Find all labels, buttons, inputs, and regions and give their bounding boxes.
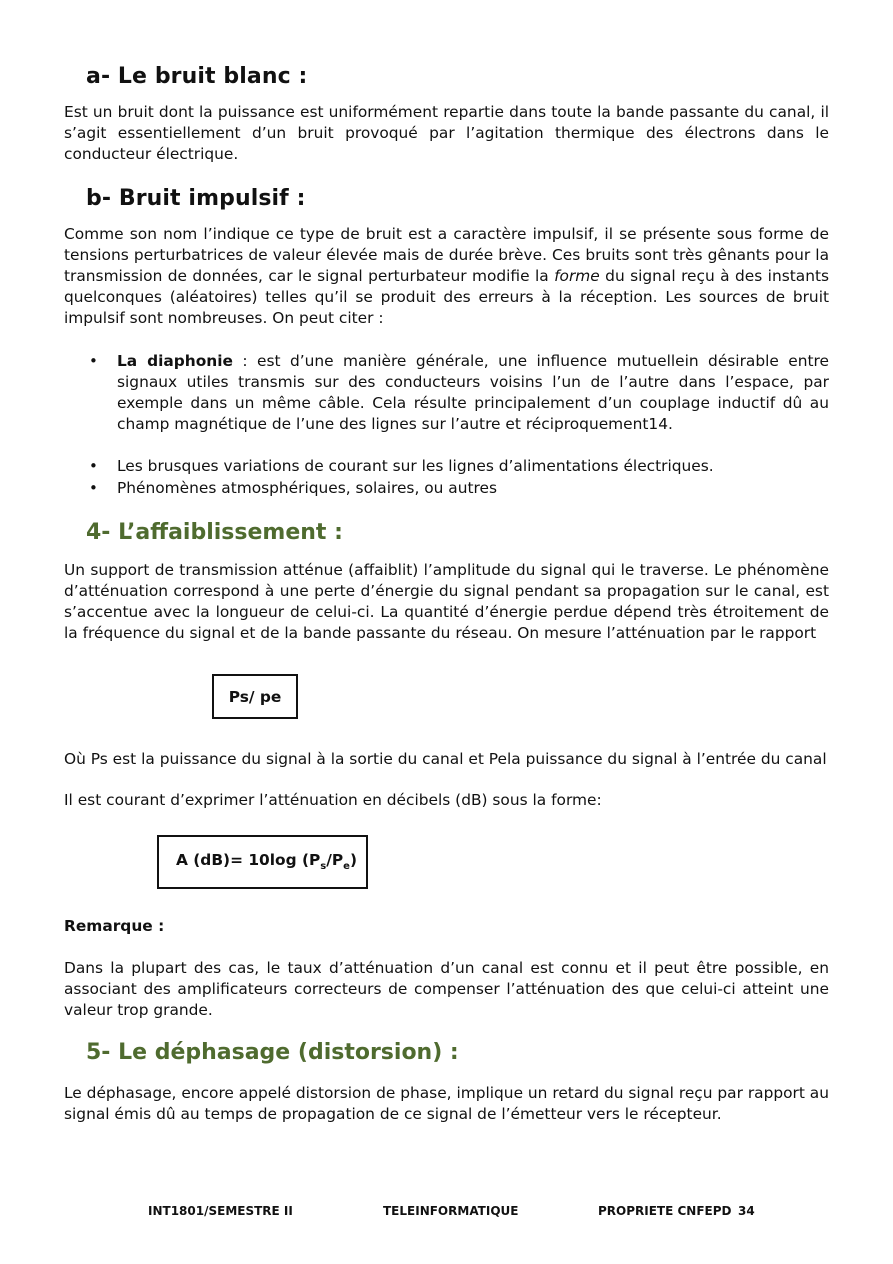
formula-box	[157, 835, 368, 889]
bullet-label: La diaphonie	[117, 352, 233, 370]
impulse-italic-word: forme	[554, 267, 600, 285]
remark-label: Remarque :	[64, 917, 165, 935]
page-number: 34	[738, 1204, 755, 1218]
bullet-list-sources	[64, 456, 829, 499]
bullet-text: Les brusques variations de courant sur les lignes d’alimentations électriques.	[117, 457, 714, 475]
ratio-box: Ps/ pe	[212, 674, 298, 719]
paragraph-impulse-noise	[64, 224, 829, 329]
heading-impulse-noise: b- Bruit impulsif :	[86, 186, 306, 211]
bullet-list-diaphonie	[64, 351, 829, 435]
heading-white-noise: a- Le bruit blanc :	[86, 64, 308, 89]
bullet-text: Phénomènes atmosphériques, solaires, ou autres	[117, 479, 497, 497]
formula-text: A (dB)= 10log $(P_s/P_e)$	[176, 851, 357, 873]
impulse-text-1: Comme son nom l’indique ce type de bruit est a caractère impulsif, il se présente sous forme de tensions perturbatrices de valeur élevée mais de durée brève. Ces bruits sont très gênants pour la transmission de données, car le signal perturbateur modifie la	[64, 225, 829, 285]
paragraph-attenuation: Un support de transmission atténue (affaiblit) l’amplitude du signal qui le traverse. Le phénomène d’atténuation correspond à une perte d’énergie du signal pendant sa propagation sur le canal, est s’accentue avec la longueur de celui-ci. La quantité d’énergie perdue dépend très étroitement de la fréquence du signal et de la bande passante du réseau. On mesure l’atténuation par le rapport	[64, 561, 829, 642]
heading-attenuation: 4- L’affaiblissement :	[86, 520, 343, 545]
paragraph-phase-shift: Le déphasage, encore appelé distorsion de phase, implique un retard du signal reçu par rapport au signal émis dû au temps de propagation de ce signal de l’émetteur vers le récepteur.	[64, 1084, 829, 1123]
footer-course: INT1801/SEMESTRE II	[148, 1204, 293, 1218]
impulse-text-2: du signal reçu à des instants quelconques (aléatoires) telles qu’il se produit des erreurs à la réception. Les sources de bruit impulsif sont nombreuses. On peut citer :	[64, 267, 829, 327]
list-item	[64, 456, 829, 477]
heading-phase-shift: 5- Le déphasage (distorsion) :	[86, 1040, 459, 1065]
paragraph-explanation: Où Ps est la puissance du signal à la sortie du canal et Pela puissance du signal à l’entrée du canal	[64, 750, 827, 768]
list-item	[64, 351, 829, 435]
bullet-text: : est d’une manière générale, une influence mutuellein désirable entre signaux utiles transmis sur des conducteurs voisins l’un de l’autre dans l’espace, par exemple dans un même câble. Cela résulte principalement d’un couplage inductif dû au champ magnétique de l’une des lignes sur l’autre et réciproquement14.	[117, 352, 829, 433]
paragraph-white-noise: Est un bruit dont la puissance est uniformément repartie dans toute la bande passante du canal, il s’agit essentiellement d’un bruit provoqué par l’agitation thermique des électrons dans le conducteur électrique.	[64, 103, 829, 163]
paragraph-remark: Dans la plupart des cas, le taux d’atténuation d’un canal est connu et il peut être possible, en associant des amplificateurs correcteurs de compenser l’atténuation des que celui-ci atteint une valeur trop grande.	[64, 959, 829, 1019]
list-item	[64, 478, 829, 499]
footer-owner: PROPRIETE CNFEPD	[598, 1204, 732, 1218]
footer-subject: TELEINFORMATIQUE	[383, 1204, 519, 1218]
paragraph-decibel-intro: Il est courant d’exprimer l’atténuation en décibels (dB) sous la forme:	[64, 791, 602, 809]
